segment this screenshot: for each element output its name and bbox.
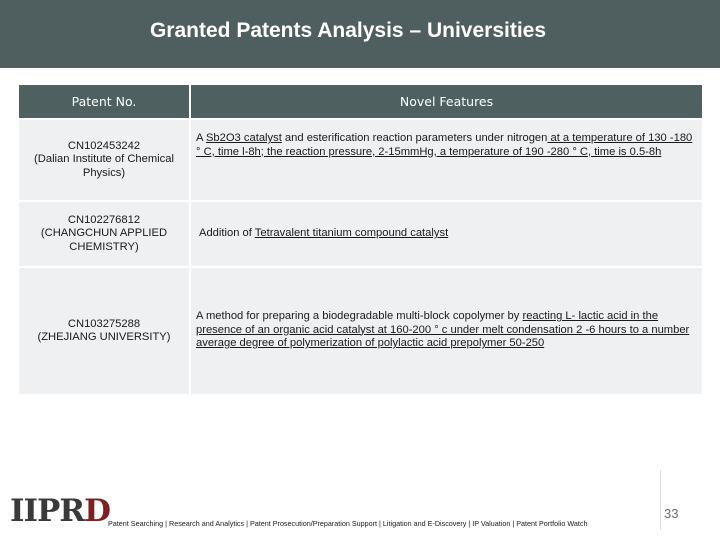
feature-part: Sb2O3 catalyst <box>205 132 282 144</box>
table-cell-features <box>191 268 702 394</box>
table-cell-features <box>191 202 702 266</box>
feature-text <box>199 227 448 241</box>
table-cell-patent <box>19 202 189 266</box>
feature-part: at a temperature of 130 -180 ° C, time l-8h; the reaction pressure, 2-15mmHg, a temperature of 190 -280 ° C, time is 0.5-8h <box>196 132 693 158</box>
logo-accent: D <box>84 493 110 529</box>
patent-assignee: (CHANGCHUN APPLIED <box>40 227 168 240</box>
logo-text: IIPR <box>10 493 85 529</box>
feature-part: A <box>196 132 206 144</box>
header-novel-features: Novel Features <box>191 85 702 118</box>
feature-part: A method for preparing a biodegradable multi-block copolymer by <box>196 310 523 322</box>
patent-assignee: Physics) <box>82 166 126 179</box>
feature-part: Tetravalent titanium compound catalyst <box>254 227 449 240</box>
feature-text <box>196 132 698 159</box>
footer-services: Patent Searching | Research and Analytics | Patent Prosecution/Preparation Support | Litigation and E-Discovery | IP Valuation | Patent Portfolio Watch <box>108 519 588 528</box>
iipr-logo <box>10 493 110 529</box>
patent-assignee: (ZHEJIANG UNIVERSITY) <box>37 331 171 343</box>
feature-text <box>196 310 698 351</box>
feature-part: and esterification reaction parameters under nitrogen <box>281 132 548 144</box>
feature-part: reacting L- lactic acid in the presence of an organic acid catalyst at 160-200 ° c under melt condensation 2 -6 hours to a number average degree of polymerization of polylactic acid prepolymer 50-250 <box>196 310 690 349</box>
patent-assignee: (Dalian Institute of Chemical <box>34 153 174 166</box>
patent-number: CN102453242 <box>67 139 141 152</box>
table-cell-patent <box>19 120 189 200</box>
patent-number: CN102276812 <box>67 213 141 226</box>
slide-title: Granted Patents Analysis – Universities <box>149 19 547 42</box>
footer-divider <box>660 470 661 530</box>
table-cell-features <box>191 120 702 200</box>
patent-assignee: CHEMISTRY) <box>69 240 139 253</box>
page-number: 33 <box>664 506 679 521</box>
feature-part: Addition of <box>199 227 255 240</box>
table-cell-patent <box>19 268 189 394</box>
header-patent-no: Patent No. <box>19 85 189 118</box>
patent-number: CN103275288 <box>67 317 141 330</box>
